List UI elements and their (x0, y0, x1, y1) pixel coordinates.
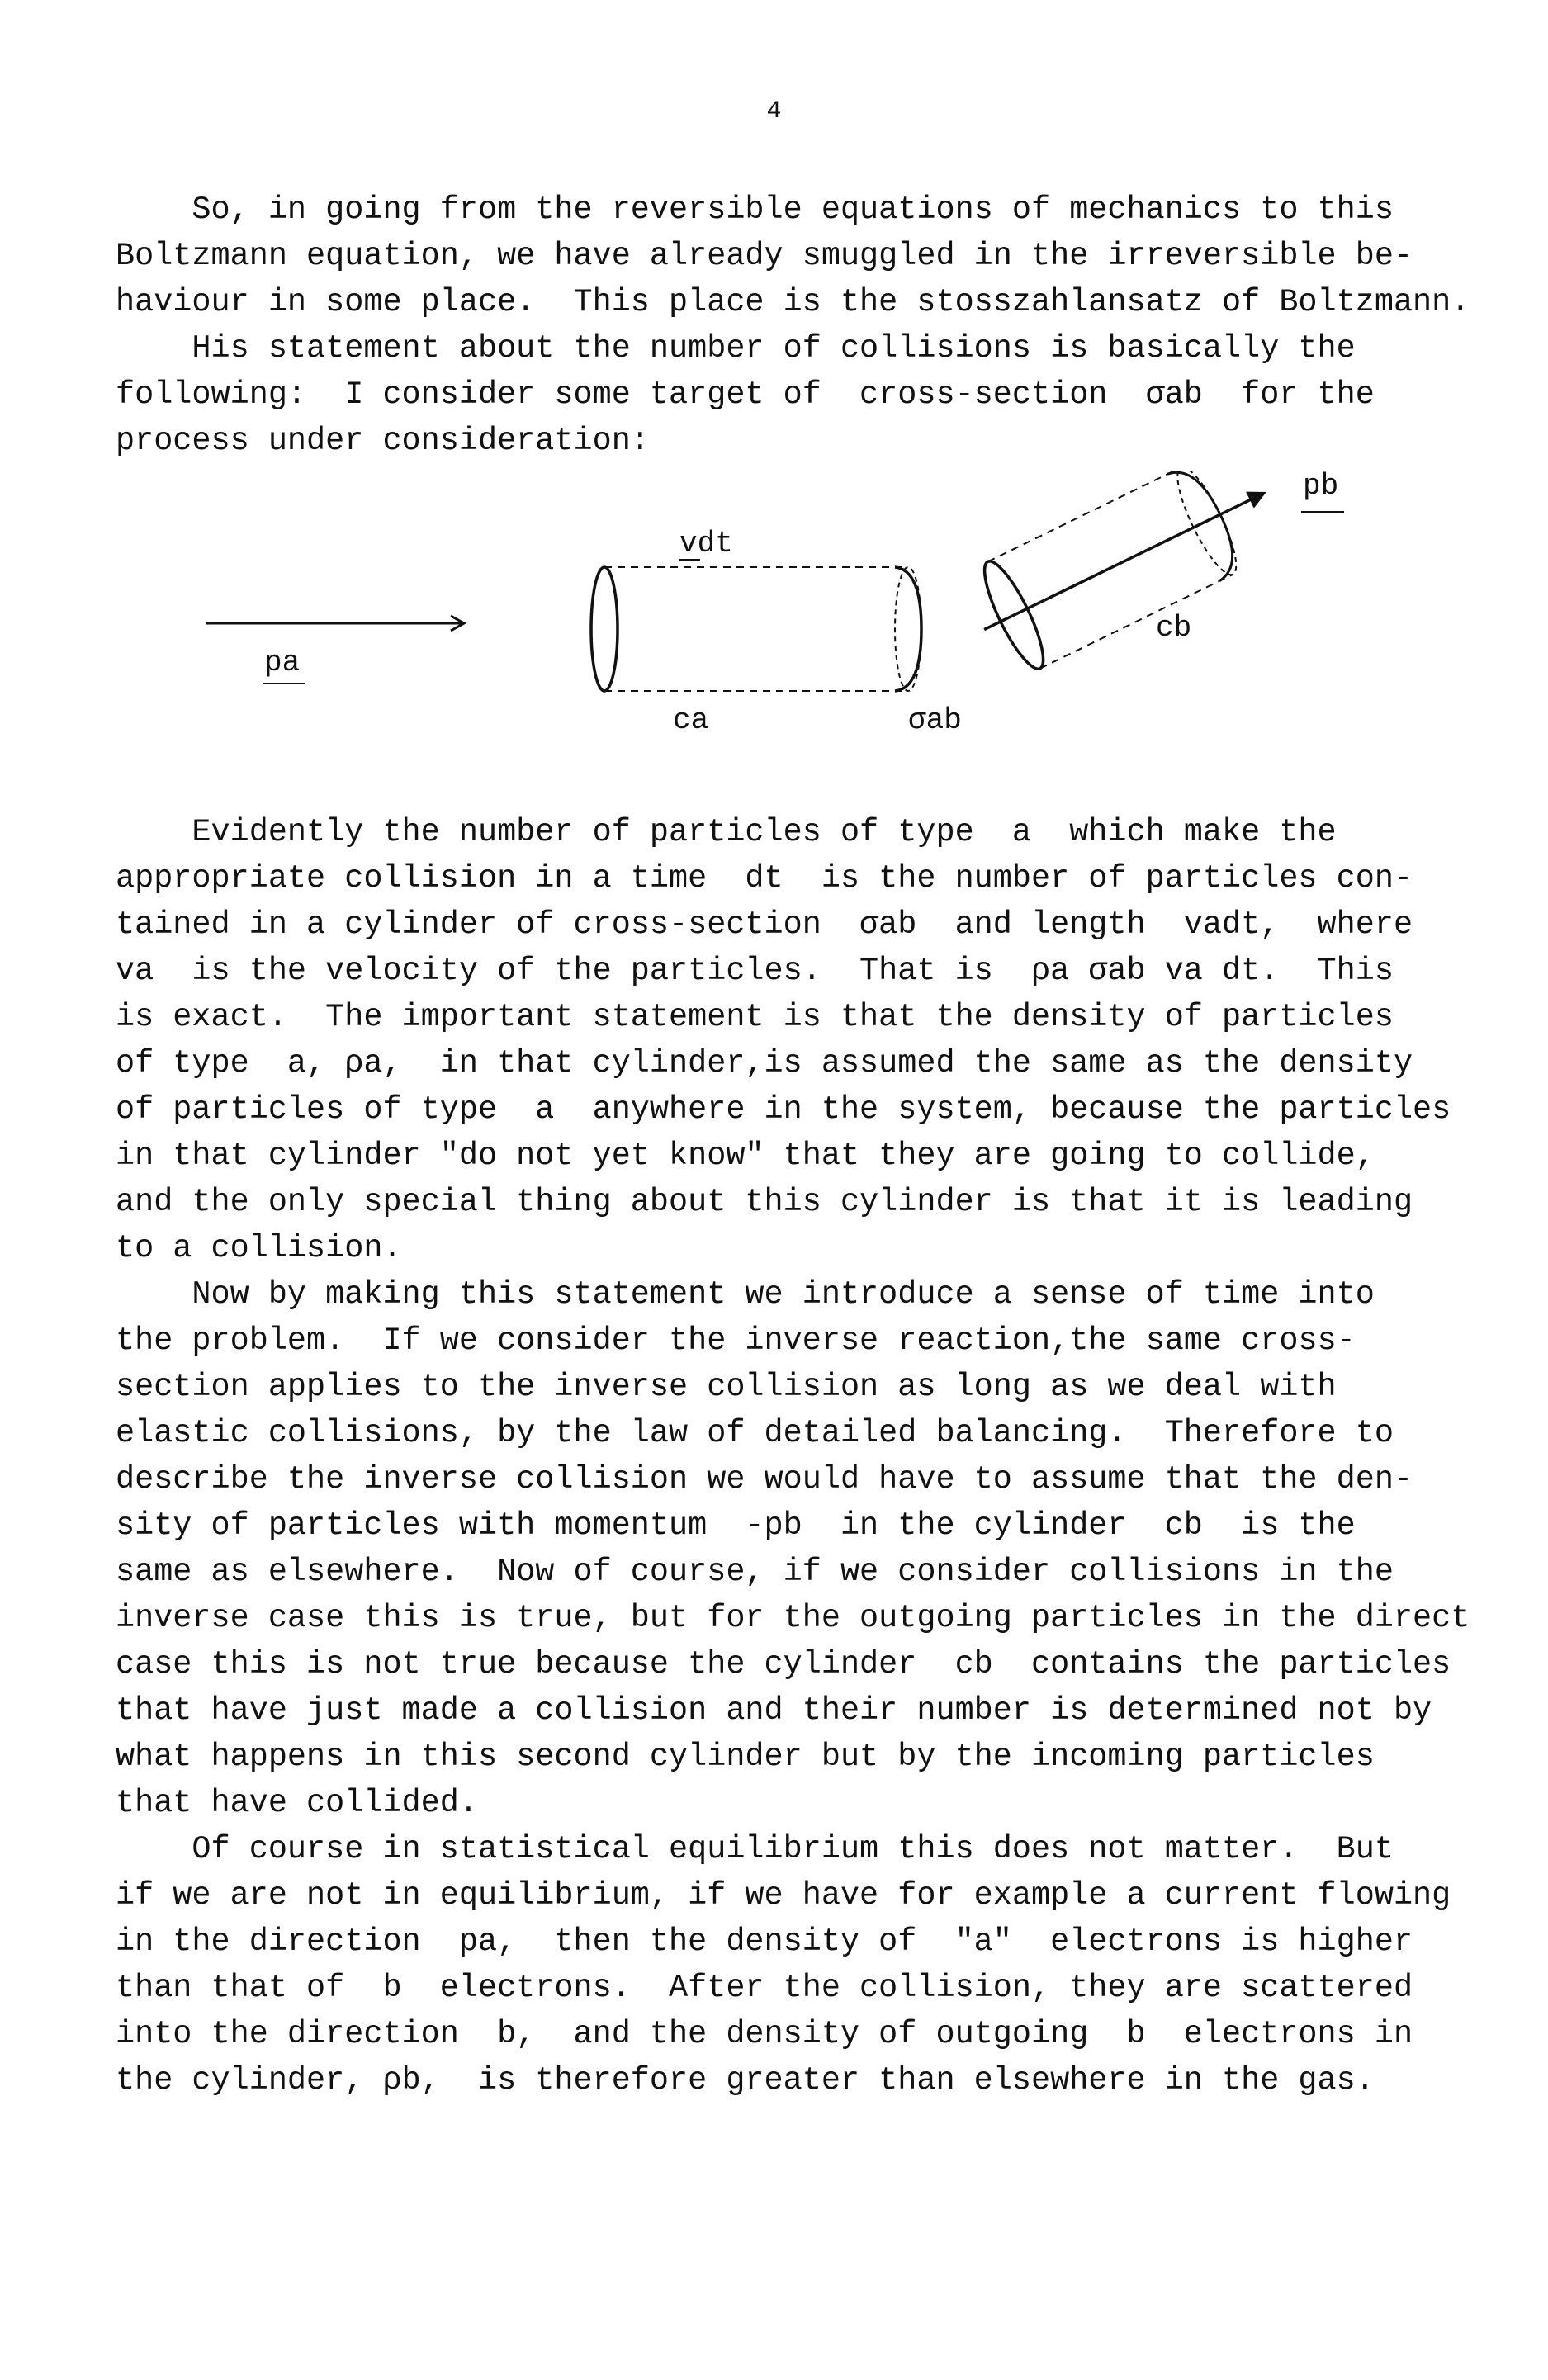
label-pa: pa (264, 646, 301, 679)
text-line: Boltzmann equation, we have already smuggled in the irreversible be- (116, 238, 1413, 274)
text-line: into the direction b, and the density of outgoing b electrons in (116, 2016, 1413, 2052)
text-line: sity of particles with momentum -pb in the cylinder cb is the (116, 1507, 1356, 1544)
text-line: that have collided. (116, 1785, 478, 1821)
text-line: elastic collisions, by the law of detailed balancing. Therefore to (116, 1415, 1394, 1451)
text-line: is exact. The important statement is that the density of particles (116, 999, 1394, 1035)
text-line: in the direction pa, then the density of "a" electrons is higher (116, 1923, 1413, 1960)
text-line: So, in going from the reversible equations of mechanics to this (116, 192, 1394, 228)
text-line: case this is not true because the cylinder cb contains the particles (116, 1646, 1451, 1682)
label-ca: ca (673, 703, 709, 737)
cylinder-cb (959, 471, 1291, 683)
text-line: inverse case this is true, but for the outgoing particles in the direct (116, 1600, 1470, 1636)
cylinder-ca (591, 567, 921, 691)
text-line: in that cylinder "do not yet know" that they are going to collide, (116, 1138, 1375, 1174)
paragraph-intro (116, 187, 1470, 464)
collision-cylinder-diagram (182, 471, 1387, 751)
text-line: of type a, ρa, in that cylinder,is assumed the same as the density (116, 1045, 1413, 1081)
text-line: tained in a cylinder of cross-section σab and length vadt, where (116, 906, 1413, 943)
text-line: section applies to the inverse collision as long as we deal with (116, 1369, 1337, 1405)
text-line: process under consideration: (116, 423, 650, 459)
text-line: appropriate collision in a time dt is the number of particles con- (116, 860, 1413, 897)
text-line: the cylinder, ρb, is therefore greater than elsewhere in the gas. (116, 2062, 1375, 2098)
text-line: if we are not in equilibrium, if we have for example a current flowing (116, 1877, 1451, 1914)
text-line: the problem. If we consider the inverse reaction,the same cross- (116, 1322, 1356, 1359)
text-line: to a collision. (116, 1230, 402, 1266)
text-line: haviour in some place. This place is the stosszahlansatz of Boltzmann. (116, 284, 1470, 320)
text-line: than that of b electrons. After the collision, they are scattered (116, 1970, 1413, 2006)
paragraph-equilibrium (116, 1826, 1470, 2103)
text-line: and the only special thing about this cylinder is that it is leading (116, 1184, 1413, 1220)
page-number: 4 (766, 97, 782, 125)
label-pb: pb (1303, 471, 1339, 503)
text-line: same as elsewhere. Now of course, if we consider collisions in the (116, 1554, 1394, 1590)
paragraph-time-sense (116, 1271, 1470, 1826)
text-line: His statement about the number of collisions is basically the (116, 330, 1356, 367)
body-text (116, 809, 1470, 2103)
paragraph-cylinder (116, 809, 1470, 1271)
text-line: Evidently the number of particles of type a which make the (116, 814, 1337, 850)
text-line: what happens in this second cylinder but by the incoming particles (116, 1739, 1375, 1775)
label-sigma-ab: σab (908, 703, 962, 737)
text-line: Of course in statistical equilibrium this does not matter. But (116, 1831, 1394, 1867)
text-line: describe the inverse collision we would have to assume that the den- (116, 1461, 1413, 1498)
text-line: following: I consider some target of cross-section σab for the (116, 376, 1375, 413)
label-vdt: vdt (679, 527, 733, 561)
text-line: of particles of type a anywhere in the system, because the particles (116, 1091, 1451, 1128)
text-line: that have just made a collision and their number is determined not by (116, 1692, 1432, 1729)
text-line: Now by making this statement we introduce a sense of time into (116, 1276, 1375, 1313)
incoming-arrow (206, 616, 464, 631)
text-line: va is the velocity of the particles. That is ρa σab va dt. This (116, 953, 1394, 989)
label-cb: cb (1156, 611, 1192, 645)
